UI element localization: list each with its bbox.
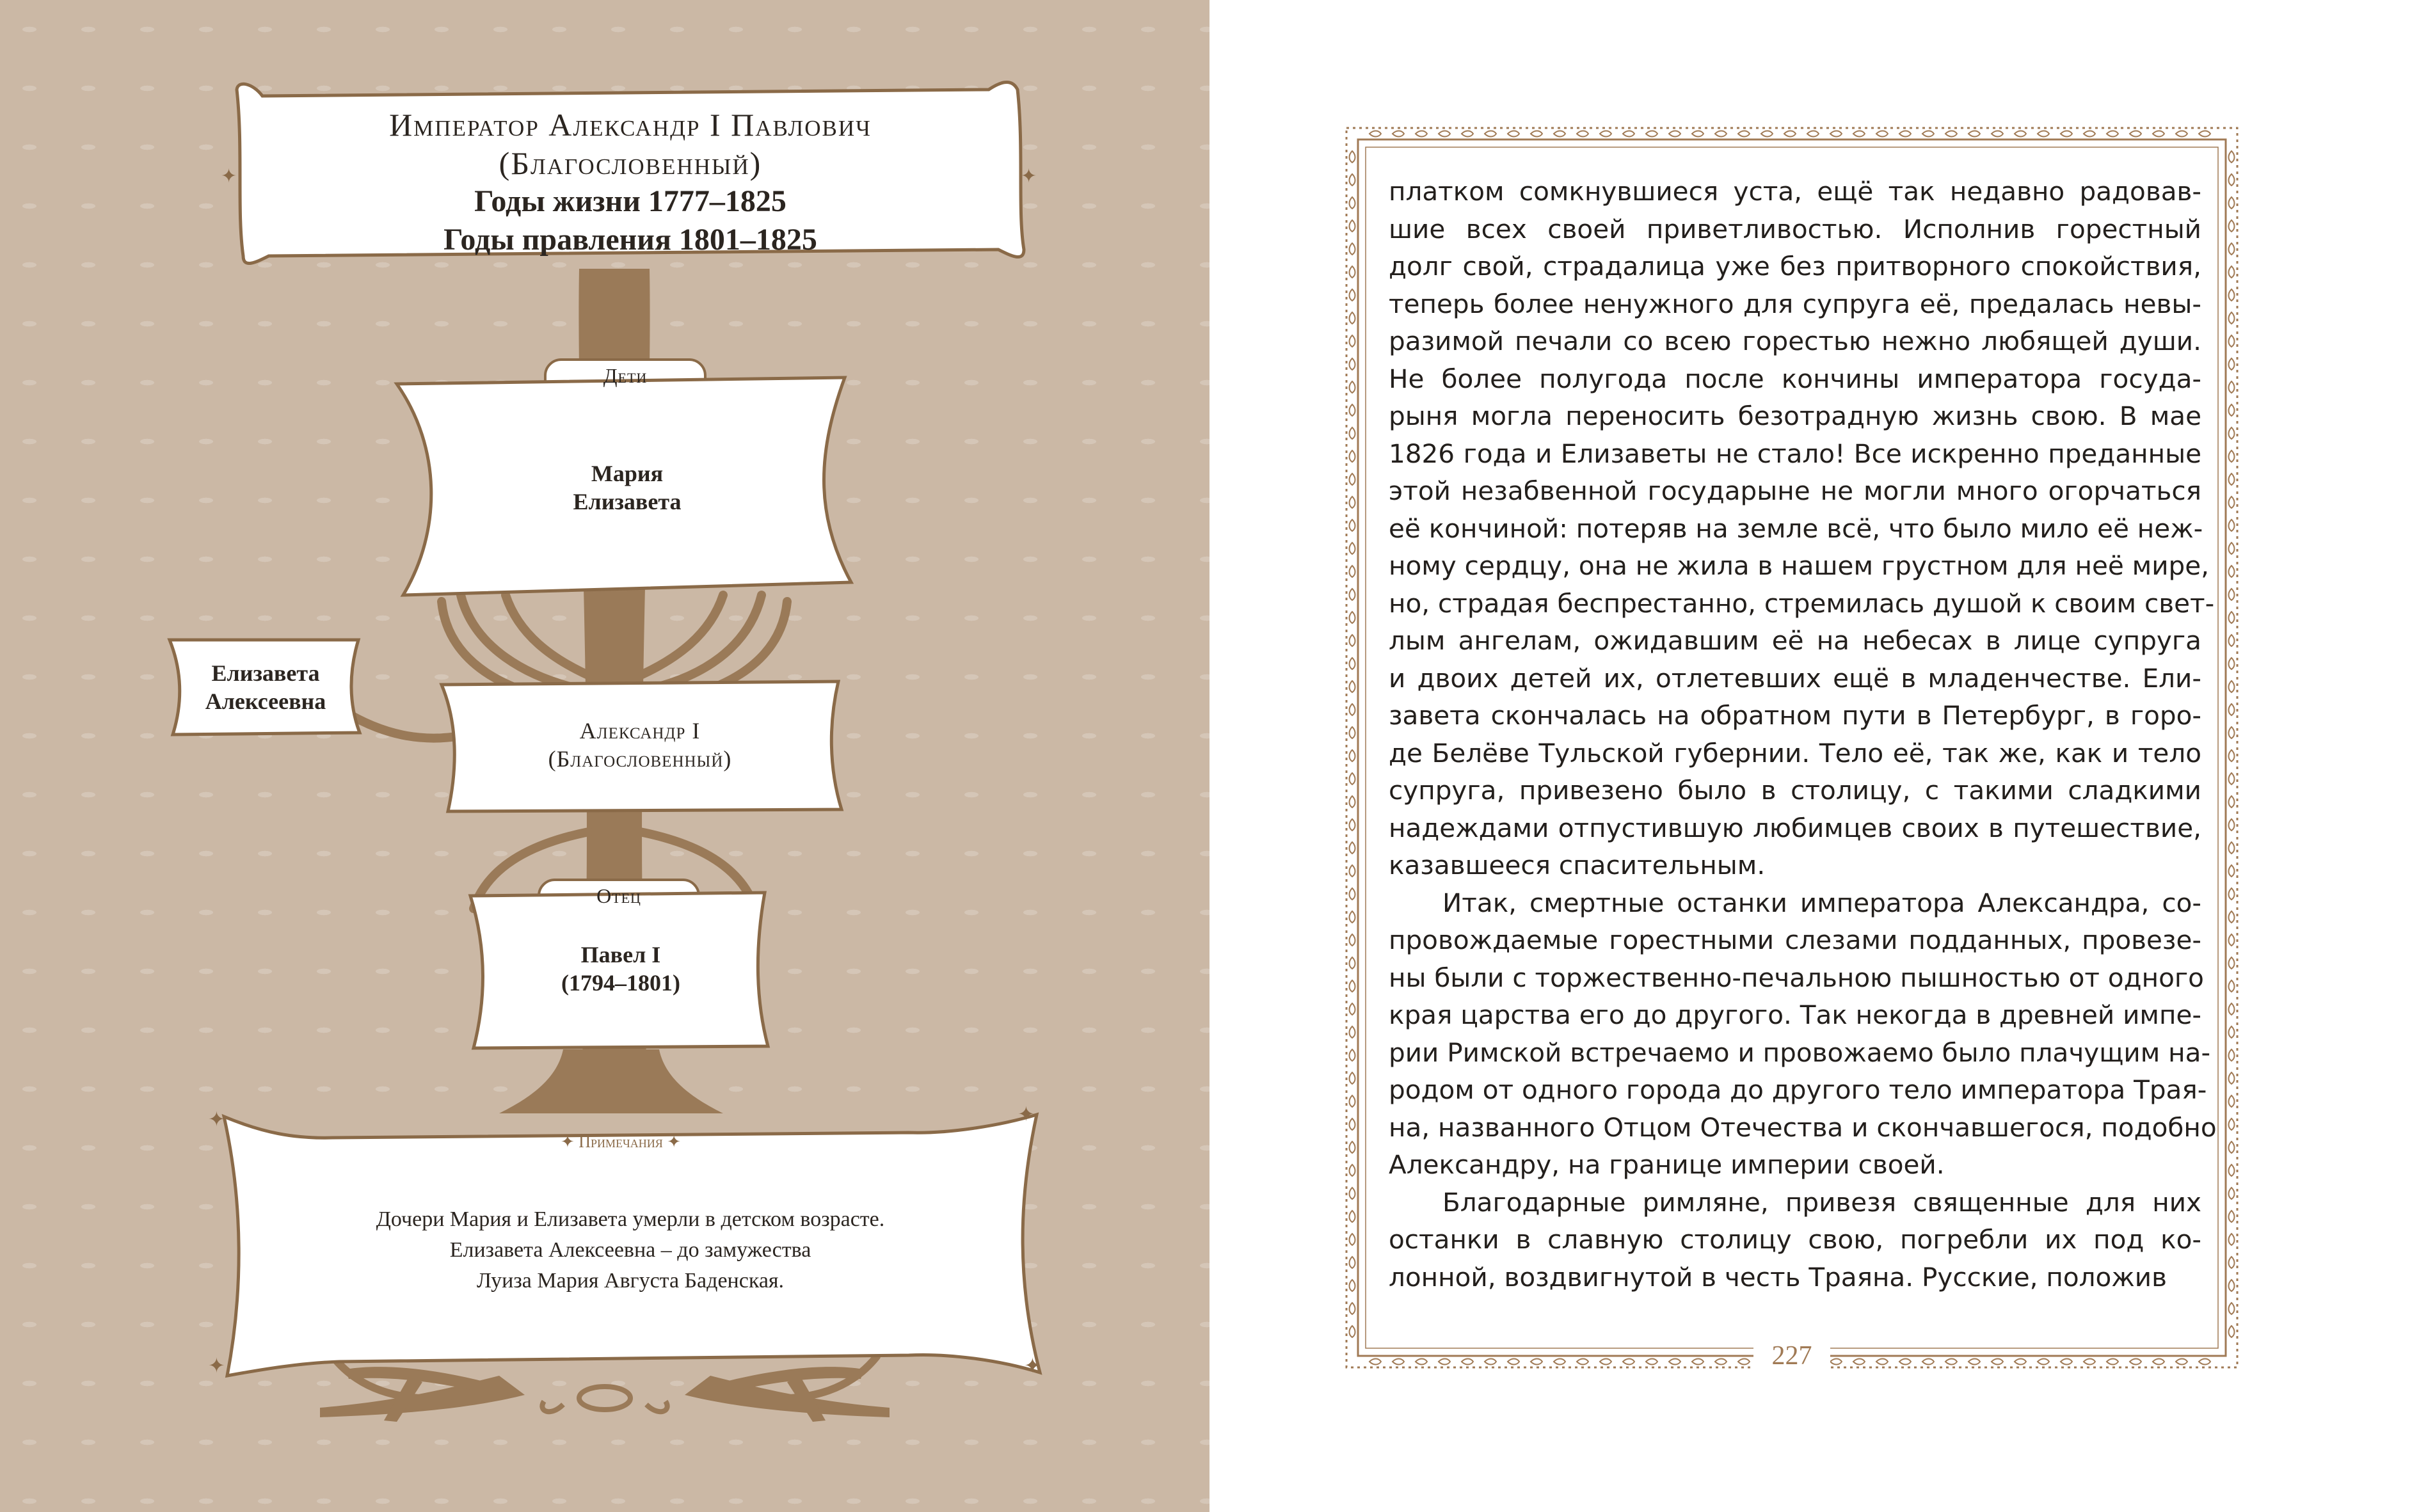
- text-line: лым ангелам, ожидавшим её на небесах в лице супруга: [1389, 625, 2201, 656]
- svg-text:✦: ✦: [1021, 165, 1037, 187]
- father-label: Отец: [596, 884, 641, 907]
- text-line: надеждами отпустившую любимцев своих в путешествие,: [1389, 812, 2201, 843]
- svg-text:✦: ✦: [208, 1353, 225, 1378]
- text-line: края царства его до другого. Так некогда в древней импе-: [1389, 999, 2201, 1030]
- page-number: 227: [1753, 1341, 1830, 1371]
- text-line: лонной, воздвигнутой в честь Траяна. Русские, положив: [1389, 1261, 2167, 1293]
- ruler-lifespan: Годы жизни 1777–1825: [474, 184, 786, 218]
- child-name: Мария: [591, 461, 664, 486]
- children-label: Дети: [603, 364, 648, 387]
- text-line: платком сомкнувшиеся уста, ещё так недавно радовав-: [1389, 176, 2201, 207]
- self-epithet: (Благословенный): [548, 746, 732, 772]
- body-text: [1389, 173, 2217, 1296]
- ornament-right: ✦: [662, 1133, 682, 1151]
- self-box: [448, 717, 832, 773]
- father-box: [480, 941, 762, 997]
- text-line: де Белёве Тульской губернии. Тело её, так же, как и тело: [1389, 737, 2201, 768]
- notes-label: [461, 1133, 781, 1152]
- text-line: шие всех своей приветливостью. Исполнив горестный: [1389, 213, 2201, 244]
- text-line: долг свой, страдалица уже без притворного спокойствия,: [1389, 251, 2201, 282]
- text-line: но, страдая беспрестанно, стремилась душой к своим свет-: [1389, 587, 2215, 619]
- text-line: завета скончалась на обратном пути в Петербург, в горо-: [1389, 700, 2201, 731]
- note-line: Дочери Мария и Елизавета умерли в детском возрасте.: [376, 1207, 885, 1231]
- note-line: Елизавета Алексеевна – до замужества: [449, 1238, 811, 1262]
- text-line: этой незабвенной государыне не могли много огорчаться: [1389, 475, 2201, 506]
- text-line: на, названного Отцом Отечества и скончавшегося, подобно: [1389, 1111, 2217, 1143]
- text-line: останки в славную столицу свою, погребли их под ко-: [1389, 1224, 2201, 1255]
- text-line: провождаемые горестными слезами подданных, провезе-: [1389, 925, 2201, 955]
- self-name: Александр I: [579, 718, 701, 744]
- text-line: рыня могла переносить безотрадную жизнь свою. В мае: [1389, 401, 2201, 431]
- text-line: рии Римской встречаемо и провожаемо было плачущим на-: [1389, 1037, 2211, 1068]
- spouse-box: [173, 659, 358, 715]
- text-line: 1826 года и Елизаветы не стало! Все искренно преданные: [1389, 438, 2201, 469]
- text-line: теперь более ненужного для супруга её, предалась невы-: [1389, 288, 2201, 319]
- notes-label-text: Примечания: [579, 1133, 663, 1151]
- note-line: Луиза Мария Августа Баденская.: [476, 1269, 785, 1293]
- svg-text:✦: ✦: [221, 165, 237, 187]
- text-line: казавшееся спасительным.: [1389, 850, 1766, 880]
- svg-text:✦: ✦: [1018, 1102, 1035, 1126]
- text-line: Александру, на границе империи своей.: [1389, 1149, 1945, 1180]
- svg-text:✦: ✦: [208, 1107, 225, 1131]
- text-line: родом от одного города до другого тело императора Трая-: [1389, 1074, 2207, 1105]
- child-name: Елизавета: [573, 489, 682, 514]
- spouse-name-second: Алексеевна: [205, 688, 326, 714]
- notes-box: [269, 1204, 992, 1296]
- svg-text:✦: ✦: [1024, 1353, 1041, 1378]
- ruler-epithet: (Благословенный): [499, 145, 762, 181]
- father-reign: (1794–1801): [561, 970, 680, 996]
- text-line: Итак, смертные останки императора Александра, со-: [1442, 887, 2201, 918]
- text-line: Не более полугода после кончины императора госуда-: [1389, 363, 2201, 394]
- ornament-left: ✦: [560, 1133, 579, 1151]
- ruler-reign: Годы правления 1801–1825: [443, 223, 817, 257]
- text-line: ны были с торжественно-печальною пышностью от одного: [1389, 962, 2204, 993]
- text-line: разимой печали со всею горестью нежно любящей души.: [1389, 326, 2201, 356]
- ruler-name: Император Александр I Павлович: [389, 107, 872, 143]
- children-box: [422, 459, 832, 516]
- father-name: Павел I: [580, 942, 661, 967]
- text-line: супруга, привезено было в столицу, с такими сладкими: [1389, 775, 2201, 806]
- ruler-header: [269, 106, 992, 259]
- spouse-name-first: Елизавета: [211, 660, 320, 686]
- text-line: её кончиной: потеряв на земле всё, что было мило её неж-: [1389, 513, 2203, 544]
- text-line: ному сердцу, она не жила в нашем грустном для неё мире,: [1389, 550, 2210, 581]
- text-line: и двоих детей их, отлетевших ещё в младенчестве. Ели-: [1389, 662, 2201, 694]
- text-line: Благодарные римляне, привезя священные для них: [1442, 1186, 2201, 1218]
